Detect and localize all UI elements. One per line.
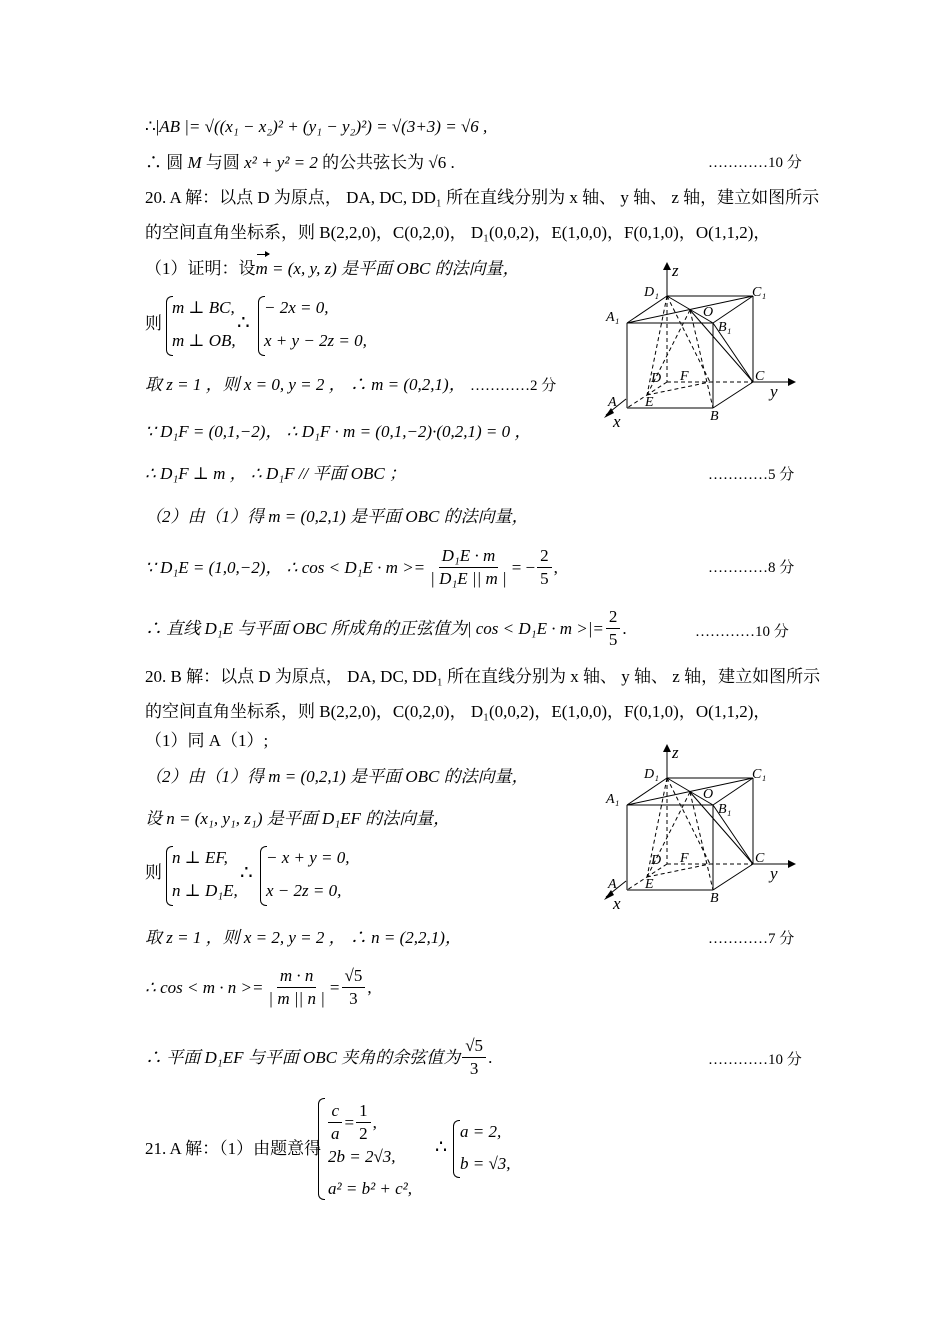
cos-line (145, 545, 558, 590)
cos-prefix: ∴ cos < m · n >= (145, 977, 264, 997)
sine-line (145, 606, 627, 651)
cube-figure-a (590, 258, 805, 433)
perp-ef: n ⊥ EF, (172, 848, 228, 867)
score-2: …………2 分 (470, 378, 557, 394)
therefore-symbol: ∴ (435, 1137, 448, 1158)
label-o: O (703, 787, 714, 802)
s20b-part2-head: （2）由（1）得 m = (0,2,1) 是平面 OBC 的法向量， (145, 767, 529, 786)
label-a1: A₁ (606, 792, 620, 807)
score-8: …………8 分 (708, 560, 795, 576)
s20a-intro-line2: 的空间直角坐标系，则 B(2,2,0)，C(0,2,0)， D₁(0,0,2)，E(1,0,0)，F(0,1,0)，O(1,1,2)， (145, 223, 771, 242)
chord-text: 与圆 (201, 153, 245, 172)
s20a-part2-head: （2）由（1）得 m = (0,2,1) 是平面 OBC 的法向量， (145, 507, 529, 526)
cos-mn-line (145, 965, 372, 1010)
comma: , (553, 557, 558, 577)
score-10-s20b: …………10 分 (708, 1052, 802, 1068)
label-x: x (613, 412, 621, 431)
perp-d1e: n ⊥ D₁E, (172, 881, 238, 900)
cube-figure-b (590, 740, 805, 915)
therefore-symbol: ∴ (237, 312, 250, 334)
label-z: z (672, 743, 679, 762)
s21-label: 21. A 解：（1）由题意得 (145, 1139, 322, 1158)
minor-axis-eq: 2b = 2√3, (328, 1147, 396, 1166)
score-5: …………5 分 (708, 467, 795, 483)
cos-fraction: $\frac{m \cdot n}{| m || n |}$ (268, 966, 325, 1008)
angle-cos-line (145, 1035, 492, 1080)
s20b-part1: （1）同 A（1）; (145, 731, 269, 750)
equation-1: − x + y = 0, (266, 848, 350, 867)
s20a-part1-head (145, 258, 520, 280)
label-b: B (710, 409, 719, 424)
d1f-dot-line: ∵ D₁F = (0,1,−2)， ∴ D₁F · m = (0,1,−2)·(0,2,1) = 0 ， (145, 422, 532, 441)
label-b1: B₁ (718, 320, 732, 335)
perp-bc: m ⊥ BC, (172, 298, 235, 317)
circle-m: M (187, 153, 202, 172)
label-a1: A₁ (606, 310, 620, 325)
left-brace (453, 1120, 460, 1178)
label-d: D (651, 853, 662, 868)
angle-prefix: ∴ 平面 D₁EF 与平面 OBC 夹角的余弦值为 (145, 1047, 461, 1067)
equation-1: − 2x = 0, (264, 298, 329, 317)
b-value: b = √3, (460, 1154, 511, 1173)
a-value: a = 2, (460, 1122, 502, 1141)
label-b: B (710, 891, 719, 906)
label-d1: D₁ (644, 285, 659, 300)
comma: , (367, 977, 372, 997)
label-y: y (770, 382, 778, 401)
label-c: C (755, 851, 765, 866)
therefore-symbol: ∴ (240, 862, 253, 884)
chord-value: √6 (428, 153, 447, 172)
system-ze: 则 (145, 863, 162, 882)
chord-text: ∴ 圆 (145, 153, 188, 172)
s20b-intro-line1 (145, 666, 820, 688)
cos-result: $\frac{√5}{3}$ (342, 965, 366, 1010)
period: . (488, 1047, 493, 1067)
label-f: F (680, 369, 689, 384)
ab-length-line (145, 116, 487, 138)
cos-result: $\frac{2}{5}$ (537, 545, 552, 590)
eccentricity-eq: $\frac{c}{a}$ = $\frac{1}{2}$ , (326, 1100, 377, 1145)
label-c: C (755, 369, 765, 384)
s20b-intro-line2: 的空间直角坐标系，则 B(2,2,0)，C(0,2,0)， D₁(0,0,2)，E(1,0,0)，F(0,1,0)，O(1,1,2)， (145, 702, 771, 721)
equals: = − (511, 557, 536, 577)
label-a: A (608, 395, 617, 410)
label-z: z (672, 261, 679, 280)
equation-2: x − 2z = 0, (266, 881, 342, 900)
system-ze: 则 (145, 314, 162, 333)
period: . (622, 618, 627, 638)
equation-2: x + y − 2z = 0, (264, 331, 367, 350)
cos-fraction: $\frac{\text{D₁E · m}}{\text{| D₁E || m |}}$ (430, 546, 507, 588)
label-e: E (645, 395, 654, 410)
label-e: E (645, 877, 654, 892)
perp-plane-line: ∴ D₁F ⊥ m ， ∴ D₁F // 平面 OBC ； (145, 464, 406, 483)
sine-prefix: ∴ 直线 D₁E 与平面 OBC 所成角的正弦值为| cos < D₁E · m >|= (145, 618, 604, 638)
s20a-label: 20. A 解： (145, 188, 220, 207)
ab-length-expression: AB |= √((x₁ − x₂)² + (y₁ − y₂)²) = √(3+3) = √6 , (159, 117, 488, 136)
take-z-line: 取 z = 1 ，则 x = 0, y = 2 ， ∴ m = (0,2,1)， (145, 375, 466, 394)
set-n-line: 设 n = (x₁, y₁, z₁) 是平面 D₁EF 的法向量， (145, 809, 451, 828)
common-chord-line (145, 152, 455, 174)
abc-relation-eq: a² = b² + c², (328, 1179, 413, 1198)
label-f: F (680, 851, 689, 866)
left-brace (318, 1098, 325, 1200)
vector-m: m (255, 259, 268, 278)
cos-prefix: ∵ D₁E = (1,0,−2)， ∴ cos < D₁E · m >= (145, 557, 426, 577)
period: . (446, 153, 455, 172)
label-o: O (703, 305, 714, 320)
label-c1: C₁ (752, 767, 767, 782)
s20b-intro-text1: 以点 D 为原点， DA, DC, DD₁ 所在直线分别为 x 轴、 y 轴、 z 轴，建立如图所示 (220, 667, 821, 686)
angle-result: $\frac{√5}{3}$ (462, 1035, 486, 1080)
label-a: A (608, 877, 617, 892)
equals: = (329, 977, 340, 997)
chord-text: 的公共弦长为 (317, 153, 429, 172)
label-x: x (613, 894, 621, 913)
s20a-intro-text1: 以点 D 为原点， DA, DC, DD₁ 所在直线分别为 x 轴、 y 轴、 z 轴，建立如图所示 (219, 188, 820, 207)
normal-vector-def: = (x, y, z) 是平面 OBC 的法向量， (267, 259, 520, 278)
label-y: y (770, 864, 778, 883)
score-7: …………7 分 (708, 931, 795, 947)
perp-ob: m ⊥ OB, (172, 331, 236, 350)
part1-text: （1）证明：设 (145, 259, 256, 278)
label-d: D (651, 371, 662, 386)
take-z-line-b: 取 z = 1 ，则 x = 2, y = 2 ， ∴ n = (2,2,1)， (145, 928, 462, 947)
score-10-s19: …………10 分 (708, 155, 802, 171)
s20b-label: 20. B 解： (145, 667, 221, 686)
circle-equation: x² + y² = 2 (244, 153, 318, 172)
label-d1: D₁ (644, 767, 659, 782)
label-b1: B₁ (718, 802, 732, 817)
therefore-symbol: ∴| (145, 117, 160, 136)
s20a-intro-line1 (145, 187, 819, 209)
sine-result: $\frac{2}{5}$ (606, 606, 621, 651)
score-10-s20a: …………10 分 (695, 624, 789, 640)
label-c1: C₁ (752, 285, 767, 300)
